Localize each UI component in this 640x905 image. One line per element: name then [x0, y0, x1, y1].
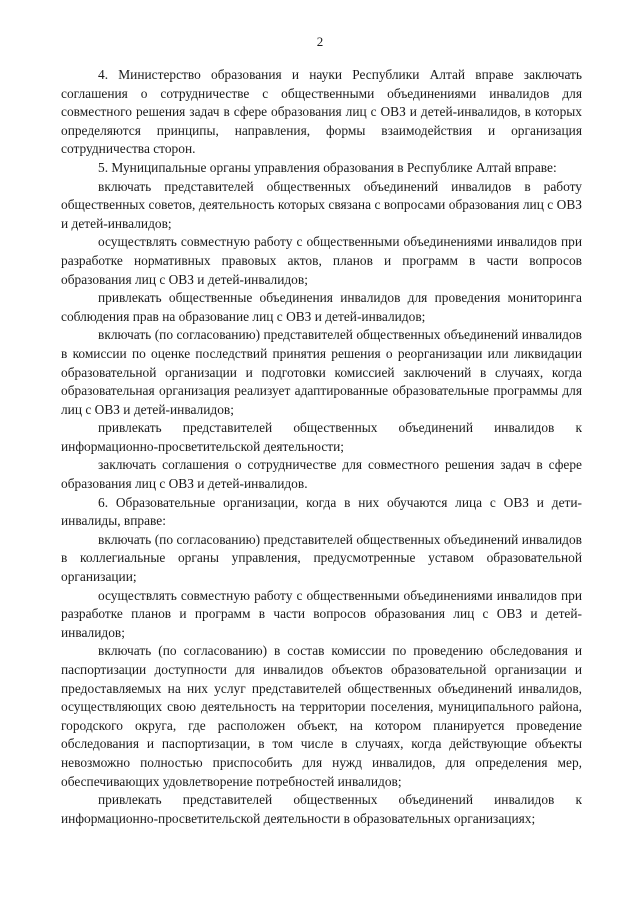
page-number: 2 [316, 34, 324, 49]
list-item-information-activity: привлекать представителей общественных объединений инвалидов к информационно-просветительской деятельности; [61, 420, 582, 454]
list-item-reorganization-commissions: включать (по согласованию) представителей общественных объединений инвалидов в комиссии по оценке последствий принятия решения о реорганизации или ликвидации образовательной организации и подготовки комиссией заключений в случаях, когда образовательная организация реализует адаптированные образовательные программы для лиц с ОВЗ и детей-инвалидов; [61, 327, 582, 417]
paragraph-6-educational-organizations: 6. Образовательные организации, когда в них обучаются лица с ОВЗ и дети-инвалиды, вправе: [61, 494, 582, 529]
document-body [61, 66, 582, 828]
paragraph-4-ministry-agreements: 4. Министерство образования и науки Республики Алтай вправе заключать соглашения о сотрудничестве с общественными объединениями инвалидов для совместного решения задач в сфере образования лиц с ОВЗ и детей-инвалидов, в которых определяются принципы, направления, формы взаимодействия и организация сотрудничества сторон. [61, 67, 582, 157]
paragraph-5-municipal-authorities: 5. Муниципальные органы управления образования в Республике Алтай вправе: [98, 159, 557, 175]
list-item-joint-planning-work: осуществлять совместную работу с общественными объединениями инвалидов при разработке планов и программ в части вопросов образования лиц с ОВЗ и детей-инвалидов; [61, 587, 582, 640]
list-item-cooperation-agreements: заключать соглашения о сотрудничестве для совместного решения задач в сфере образования лиц с ОВЗ и детей-инвалидов. [61, 457, 582, 492]
list-item-educational-outreach: привлекать представителей общественных объединений инвалидов к информационно-просветительской деятельности в образовательных организациях; [61, 792, 582, 826]
list-item-public-councils: включать представителей общественных объединений инвалидов в работу общественных советов, деятельность которых связана с вопросами образования лиц с ОВЗ и детей-инвалидов; [61, 178, 582, 231]
list-item-collegial-bodies: включать (по согласованию) представителей общественных объединений инвалидов в коллегиальные органы управления, предусмотренные уставом образовательной организации; [61, 531, 582, 585]
list-item-monitoring: привлекать общественные объединения инвалидов для проведения мониторинга соблюдения прав на образование лиц с ОВЗ и детей-инвалидов; [61, 290, 582, 324]
list-item-joint-regulatory-work: осуществлять совместную работу с общественными объединениями инвалидов при разработке нормативных правовых актов, планов и программ в части вопросов образования лиц с ОВЗ и детей-инвалидов; [61, 234, 582, 287]
list-item-accessibility-commission: включать (по согласованию) в состав комиссии по проведению обследования и паспортизации доступности для инвалидов объектов образовательной организации и предоставляемых на них услуг представителей общественных объединений инвалидов, осуществляющих свою деятельность на территории поселения, муниципального района, городского округа, где расположен объект, на котором планируется проведение обследования и паспортизации, в том числе в случаях, когда действующие объекты невозможно полностью приспособить для нужд инвалидов, для определения мер, обеспечивающих удовлетворение потребностей инвалидов; [61, 643, 582, 789]
